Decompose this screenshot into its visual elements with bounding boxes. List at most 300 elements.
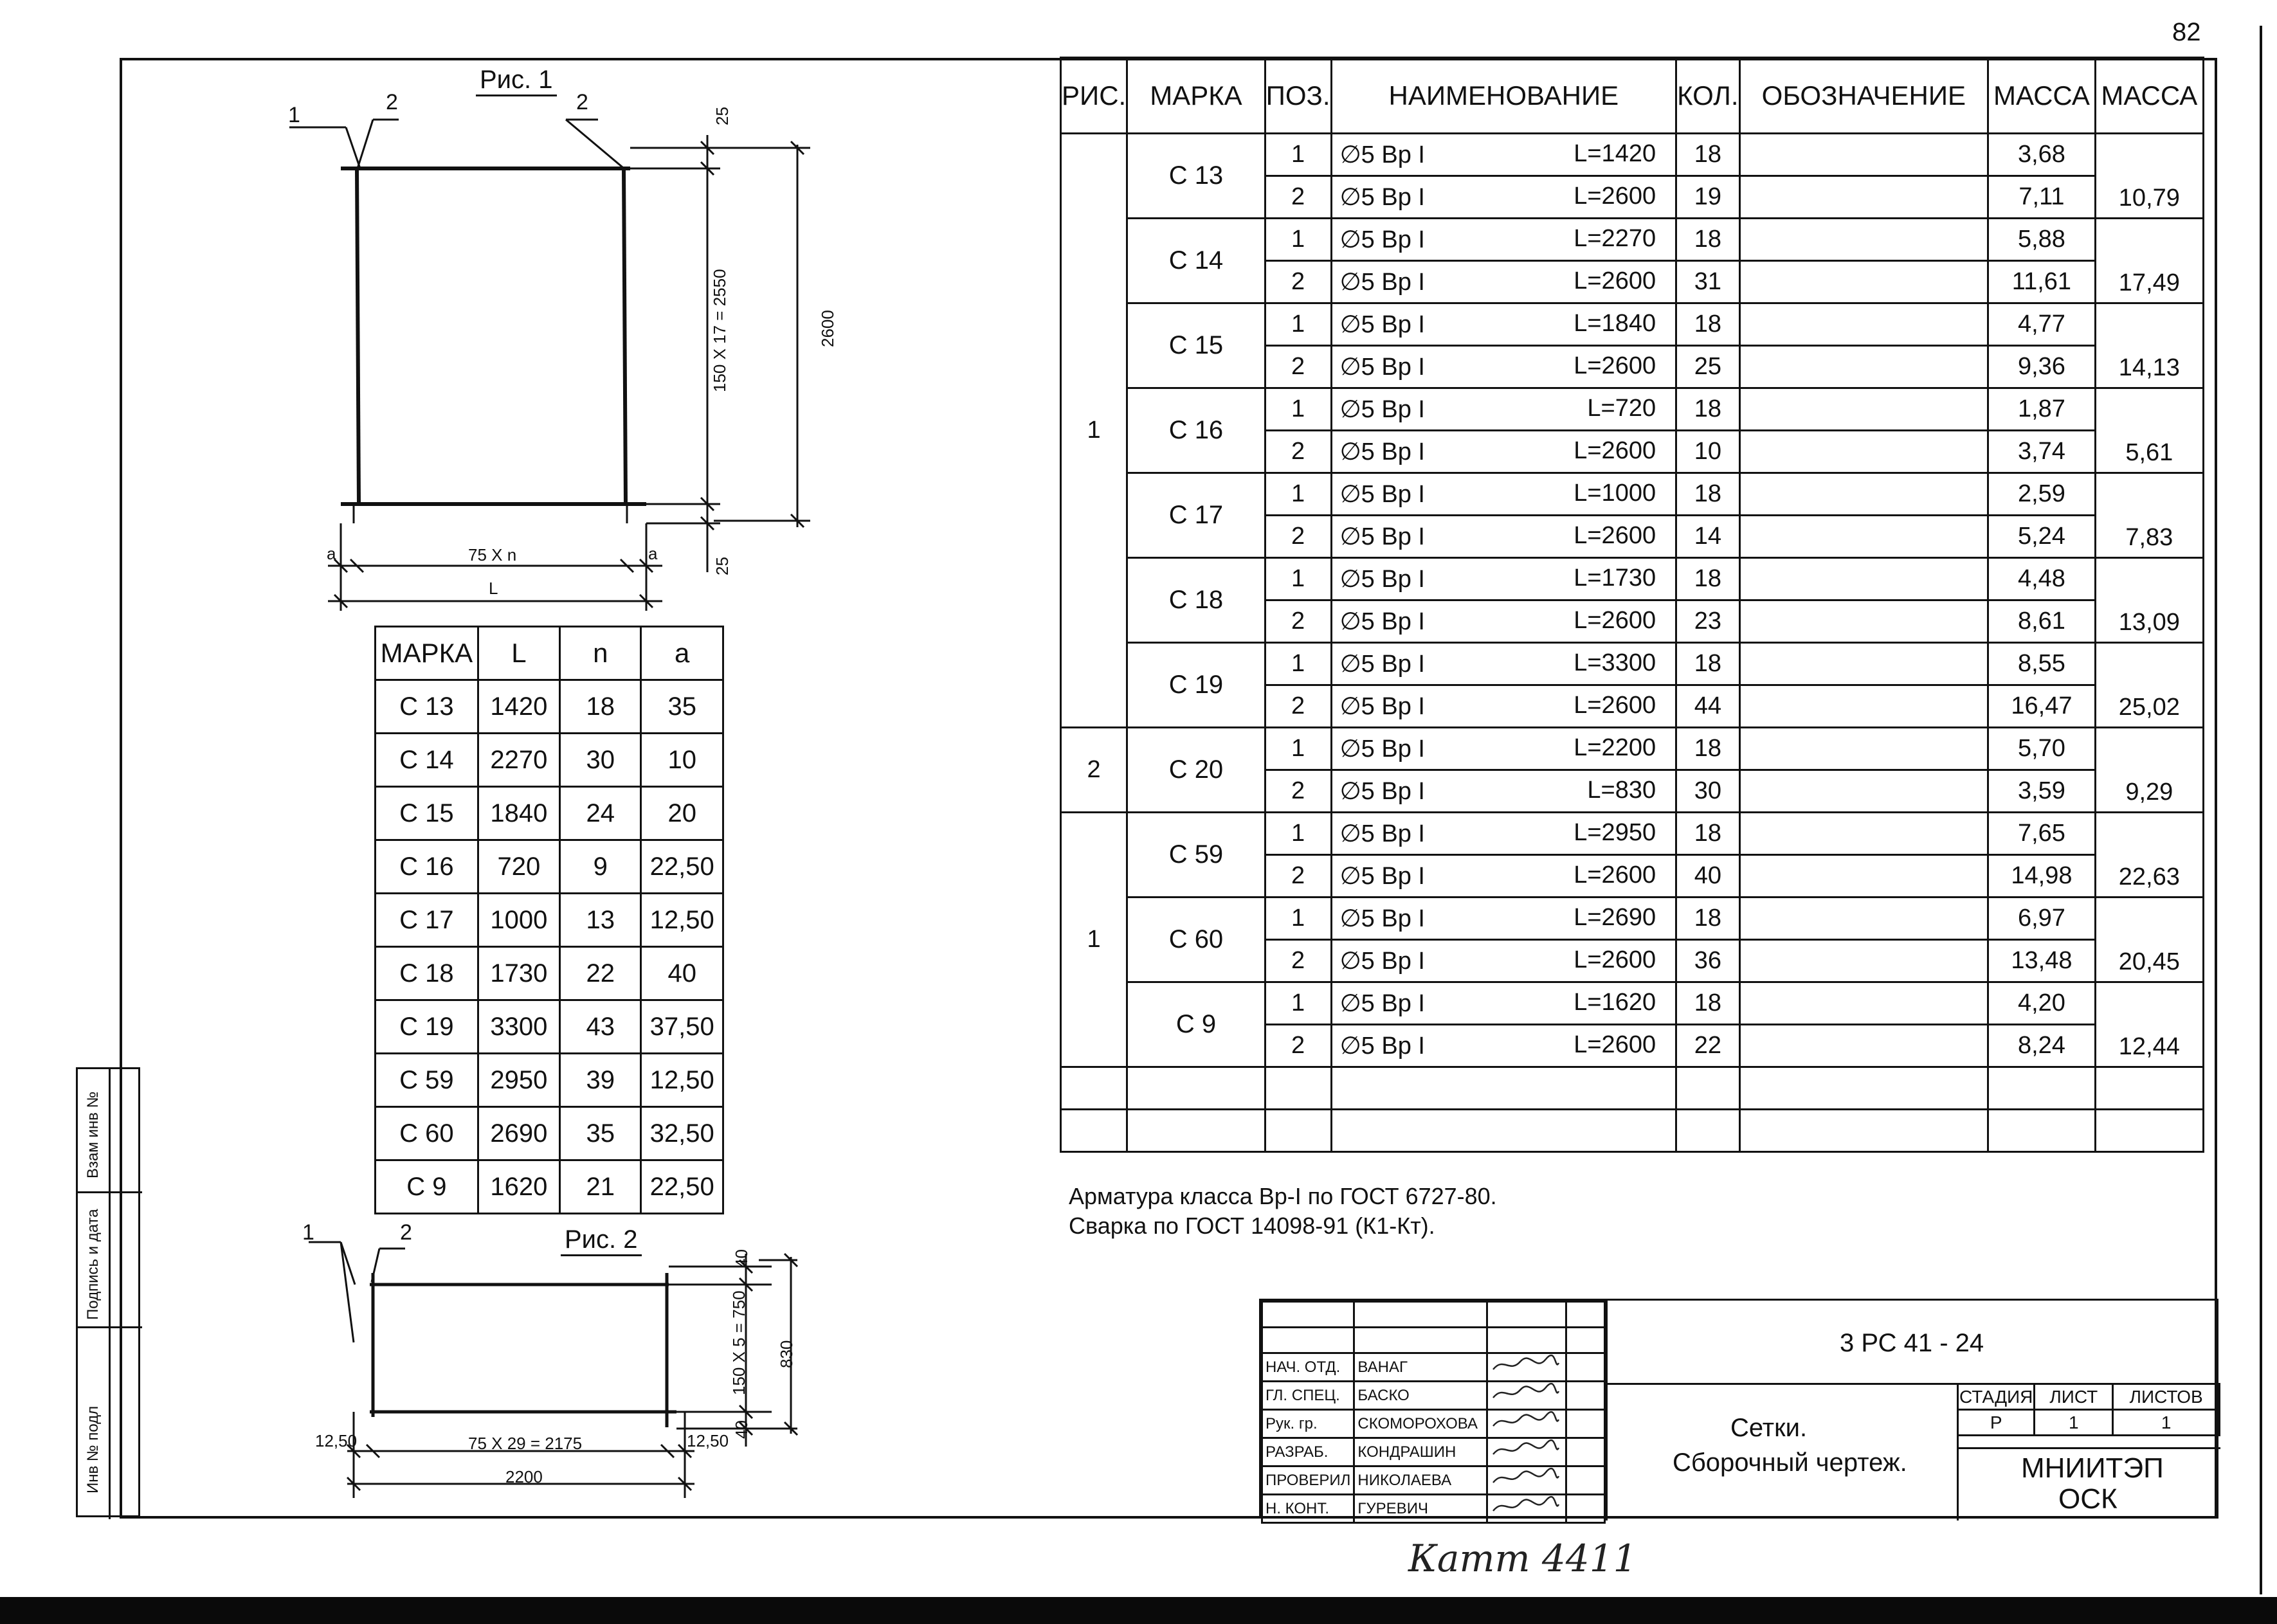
bar-spec: ∅5 Вр I — [1339, 141, 1425, 168]
stage-value: Р — [1958, 1410, 2035, 1436]
designation-cell — [1739, 134, 1988, 176]
mass-cell: 3,74 — [1988, 431, 2095, 473]
parameter-cell: 39 — [560, 1054, 641, 1107]
mass-cell: 1,87 — [1988, 388, 2095, 431]
col-name: НАИМЕНОВАНИЕ — [1331, 58, 1676, 134]
name-cell — [1331, 516, 1676, 558]
bar-length: L=2600 — [1574, 183, 1656, 210]
role-cell: РАЗРАБ. — [1262, 1438, 1354, 1466]
signature-row — [1262, 1495, 1605, 1523]
parameter-cell: 720 — [478, 840, 559, 894]
mass-cell: 4,20 — [1988, 982, 2095, 1025]
parameter-row — [376, 734, 723, 787]
bar-length: L=1620 — [1574, 989, 1656, 1016]
qty-cell: 18 — [1676, 219, 1739, 261]
side-label-replace: Взам инв № — [84, 1091, 102, 1178]
pos-cell: 2 — [1265, 516, 1331, 558]
parameter-cell: 22,50 — [641, 1160, 723, 1214]
fig2-dim-top: 40 — [732, 1249, 751, 1268]
mass-cell: 7,65 — [1988, 813, 2095, 855]
person-name-cell: СКОМОРОХОВА — [1354, 1410, 1487, 1438]
designation-cell — [1739, 219, 1988, 261]
name-cell — [1331, 431, 1676, 473]
spec-row — [1061, 219, 2204, 261]
parameter-cell: 12,50 — [641, 894, 723, 947]
qty-cell: 10 — [1676, 431, 1739, 473]
specification-table — [1060, 57, 2204, 1153]
parameter-cell: С 13 — [376, 680, 478, 734]
marka-cell: С 18 — [1127, 558, 1265, 643]
designation-cell — [1739, 431, 1988, 473]
bar-length: L=1420 — [1574, 140, 1656, 167]
qty-cell: 18 — [1676, 643, 1739, 685]
parameter-cell: С 18 — [376, 947, 478, 1000]
empty-cell — [1354, 1328, 1487, 1353]
designation-cell — [1739, 855, 1988, 898]
qty-cell: 30 — [1676, 770, 1739, 813]
mass-cell: 9,36 — [1988, 346, 2095, 388]
spec-empty-row — [1061, 1110, 2204, 1152]
qty-cell: 18 — [1676, 473, 1739, 516]
name-cell — [1331, 600, 1676, 643]
mass-cell: 2,59 — [1988, 473, 2095, 516]
note-reinforcement: Арматура класса Вр-I по ГОСТ 6727-80. — [1069, 1183, 1497, 1209]
empty-cell — [1739, 1110, 1988, 1152]
spec-empty-row — [1061, 1067, 2204, 1110]
mass-total-cell: 13,09 — [2095, 558, 2203, 643]
designation-cell — [1739, 982, 1988, 1025]
pos-cell: 1 — [1265, 558, 1331, 600]
side-label-inventory: Инв № подл — [84, 1405, 102, 1493]
qty-cell: 18 — [1676, 728, 1739, 770]
signature-empty-row — [1262, 1328, 1605, 1353]
designation-cell — [1739, 516, 1988, 558]
parameter-row — [376, 947, 723, 1000]
signatures-table — [1261, 1301, 1606, 1524]
qty-cell: 18 — [1676, 813, 1739, 855]
empty-cell — [1265, 1067, 1331, 1110]
marka-cell: С 9 — [1127, 982, 1265, 1067]
parameter-cell: 13 — [560, 894, 641, 947]
bar-length: L=1000 — [1574, 480, 1656, 507]
role-cell: ПРОВЕРИЛ — [1262, 1466, 1354, 1495]
qty-cell: 18 — [1676, 303, 1739, 346]
empty-cell — [1127, 1110, 1265, 1152]
name-cell — [1331, 940, 1676, 982]
bar-spec: ∅5 Вр I — [1339, 523, 1425, 550]
spec-row — [1061, 303, 2204, 346]
empty-cell — [1676, 1067, 1739, 1110]
designation-cell — [1739, 558, 1988, 600]
title-line-2: Сборочный чертеж. — [1673, 1448, 1907, 1477]
bar-length: L=2600 — [1574, 522, 1656, 549]
pos-cell: 1 — [1265, 219, 1331, 261]
mass-total-cell: 7,83 — [2095, 473, 2203, 558]
signature-cell — [1487, 1382, 1566, 1410]
bar-length: L=2200 — [1574, 734, 1656, 761]
empty-cell — [1265, 1110, 1331, 1152]
parameter-cell: 32,50 — [641, 1107, 723, 1160]
bar-length: L=1840 — [1574, 310, 1656, 337]
designation-cell — [1739, 813, 1988, 855]
bar-spec: ∅5 Вр I — [1339, 269, 1425, 296]
fig2-callout-1: 1 — [302, 1220, 314, 1245]
fig2-dim-right: 12,50 — [687, 1431, 729, 1450]
parameter-cell: 12,50 — [641, 1054, 723, 1107]
fig2-title: Рис. 2 — [561, 1225, 642, 1256]
designation-cell — [1739, 473, 1988, 516]
pos-cell: 2 — [1265, 431, 1331, 473]
ris-cell: 1 — [1061, 134, 1127, 728]
date-cell — [1566, 1410, 1604, 1438]
parameter-cell: С 15 — [376, 787, 478, 840]
parameter-cell: 3300 — [478, 1000, 559, 1054]
bar-length: L=2600 — [1574, 692, 1656, 719]
empty-cell — [1127, 1067, 1265, 1110]
empty-cell — [2095, 1110, 2203, 1152]
pos-cell: 1 — [1265, 813, 1331, 855]
sheet-value: 1 — [2035, 1410, 2113, 1436]
mass-cell: 8,55 — [1988, 643, 2095, 685]
pos-cell: 2 — [1265, 770, 1331, 813]
handwritten-note: Катт 4411 — [1408, 1537, 1637, 1580]
name-cell — [1331, 346, 1676, 388]
date-cell — [1566, 1438, 1604, 1466]
stage-header: СТАДИЯ — [1958, 1384, 2035, 1410]
bar-length: L=2600 — [1574, 352, 1656, 379]
parameter-cell: С 9 — [376, 1160, 478, 1214]
designation-cell — [1739, 346, 1988, 388]
ris-cell: 2 — [1061, 728, 1127, 813]
empty-cell — [1676, 1110, 1739, 1152]
empty-cell — [1566, 1302, 1604, 1328]
fig2-dim-total-height: 830 — [777, 1340, 796, 1368]
col-qty: КОЛ. — [1676, 58, 1739, 134]
fig1-dim-top: 25 — [712, 107, 732, 125]
pos-cell: 1 — [1265, 473, 1331, 516]
stage-table — [1957, 1383, 2220, 1436]
qty-cell: 36 — [1676, 940, 1739, 982]
bar-spec: ∅5 Вр I — [1339, 354, 1425, 381]
sheet-number: 82 — [2172, 18, 2201, 46]
parameter-row — [376, 1107, 723, 1160]
fig1-callout-1: 1 — [288, 103, 300, 127]
pos-cell: 1 — [1265, 303, 1331, 346]
mass-cell: 14,98 — [1988, 855, 2095, 898]
bar-spec: ∅5 Вр I — [1339, 778, 1425, 805]
signature-row — [1262, 1410, 1605, 1438]
mass-cell: 5,24 — [1988, 516, 2095, 558]
name-cell — [1331, 643, 1676, 685]
fig1-dim-bottom: 25 — [712, 557, 732, 575]
signature-row — [1262, 1353, 1605, 1382]
parameter-cell: 1730 — [478, 947, 559, 1000]
parameter-row — [376, 840, 723, 894]
bar-length: L=2600 — [1574, 1031, 1656, 1058]
pos-cell: 1 — [1265, 728, 1331, 770]
bar-length: L=2600 — [1574, 267, 1656, 294]
bar-length: L=2600 — [1574, 437, 1656, 464]
marka-cell: С 15 — [1127, 303, 1265, 388]
bar-spec: ∅5 Вр I — [1339, 608, 1425, 635]
name-cell — [1331, 685, 1676, 728]
name-cell — [1331, 134, 1676, 176]
title-line-1: Сетки. — [1730, 1414, 1808, 1442]
parameter-cell: 24 — [560, 787, 641, 840]
bottom-scan-bar — [0, 1597, 2277, 1624]
mass-total-cell: 20,45 — [2095, 898, 2203, 982]
spec-row — [1061, 813, 2204, 855]
empty-cell — [1988, 1067, 2095, 1110]
designation-cell — [1739, 728, 1988, 770]
bar-spec: ∅5 Вр I — [1339, 184, 1425, 211]
signature-cell — [1487, 1353, 1566, 1382]
pos-cell: 2 — [1265, 261, 1331, 303]
fig1-callout-2a: 2 — [386, 90, 398, 114]
spec-row — [1061, 134, 2204, 176]
note-welding: Сварка по ГОСТ 14098-91 (К1-Кт). — [1069, 1213, 1435, 1239]
empty-cell — [1262, 1328, 1354, 1353]
signature-cell — [1487, 1466, 1566, 1495]
signature-row — [1262, 1466, 1605, 1495]
bar-length: L=2690 — [1574, 904, 1656, 931]
org-line-1: МНИИТЭП — [2021, 1452, 2164, 1484]
doc-code: 3 РС 41 - 24 — [1840, 1329, 1984, 1357]
bar-length: L=1730 — [1574, 564, 1656, 591]
ris-cell: 1 — [1061, 813, 1127, 1067]
mass-cell: 6,97 — [1988, 898, 2095, 940]
bar-length: L=3300 — [1574, 649, 1656, 676]
designation-cell — [1739, 770, 1988, 813]
name-cell — [1331, 303, 1676, 346]
mass-cell: 5,88 — [1988, 219, 2095, 261]
spec-row — [1061, 558, 2204, 600]
title-block — [1259, 1299, 2218, 1519]
role-cell: Н. КОНТ. — [1262, 1495, 1354, 1523]
person-name-cell: КОНДРАШИН — [1354, 1438, 1487, 1466]
parameter-cell: 9 — [560, 840, 641, 894]
signature-scribble — [1491, 1439, 1561, 1461]
fig1-dim-length: L — [489, 579, 498, 598]
person-name-cell: ВАНАГ — [1354, 1353, 1487, 1382]
col-l: L — [478, 627, 559, 680]
empty-cell — [2095, 1067, 2203, 1110]
mass-total-cell: 25,02 — [2095, 643, 2203, 728]
empty-cell — [1988, 1110, 2095, 1152]
fig2-dim-left: 12,50 — [315, 1431, 358, 1450]
empty-cell — [1487, 1328, 1566, 1353]
name-cell — [1331, 855, 1676, 898]
person-name-cell: БАСКО — [1354, 1382, 1487, 1410]
role-cell: Рук. гр. — [1262, 1410, 1354, 1438]
pos-cell: 1 — [1265, 388, 1331, 431]
empty-cell — [1331, 1067, 1676, 1110]
mass-cell: 4,77 — [1988, 303, 2095, 346]
fig1-dim-a-right: a — [648, 544, 658, 563]
bar-spec: ∅5 Вр I — [1339, 735, 1425, 762]
bar-length: L=2600 — [1574, 862, 1656, 889]
designation-cell — [1739, 176, 1988, 219]
qty-cell: 18 — [1676, 558, 1739, 600]
spec-row — [1061, 643, 2204, 685]
qty-cell: 31 — [1676, 261, 1739, 303]
mass-total-cell: 10,79 — [2095, 134, 2203, 219]
col-a: a — [641, 627, 723, 680]
parameter-cell: 1840 — [478, 787, 559, 840]
parameter-cell: 2690 — [478, 1107, 559, 1160]
parameter-cell: 18 — [560, 680, 641, 734]
name-cell — [1331, 982, 1676, 1025]
parameter-cell: 2950 — [478, 1054, 559, 1107]
empty-cell — [1739, 1067, 1988, 1110]
marka-cell: С 13 — [1127, 134, 1265, 219]
marka-cell: С 59 — [1127, 813, 1265, 898]
bar-spec: ∅5 Вр I — [1339, 396, 1425, 423]
bar-spec: ∅5 Вр I — [1339, 481, 1425, 508]
qty-cell: 18 — [1676, 134, 1739, 176]
col-mass-total: МАССА — [2095, 58, 2203, 134]
mass-cell: 8,24 — [1988, 1025, 2095, 1067]
mass-cell: 4,48 — [1988, 558, 2095, 600]
marka-cell: С 14 — [1127, 219, 1265, 303]
empty-cell — [1354, 1302, 1487, 1328]
parameter-cell: 20 — [641, 787, 723, 840]
spec-row — [1061, 898, 2204, 940]
pos-cell: 2 — [1265, 940, 1331, 982]
col-mass-unit: МАССА — [1988, 58, 2095, 134]
fig1-dim-a-left: a — [327, 544, 336, 563]
fig1-drawing — [270, 96, 823, 624]
parameter-cell: С 19 — [376, 1000, 478, 1054]
col-designation: ОБОЗНАЧЕНИЕ — [1739, 58, 1988, 134]
notes — [1069, 1182, 1497, 1241]
empty-cell — [1331, 1110, 1676, 1152]
name-cell — [1331, 558, 1676, 600]
fig1-dim-span: 75 X n — [468, 545, 517, 564]
parameter-cell: С 60 — [376, 1107, 478, 1160]
designation-cell — [1739, 261, 1988, 303]
parameter-cell: 35 — [641, 680, 723, 734]
signature-scribble — [1491, 1467, 1561, 1489]
bar-spec: ∅5 Вр I — [1339, 651, 1425, 678]
mass-total-cell: 9,29 — [2095, 728, 2203, 813]
designation-cell — [1739, 303, 1988, 346]
parameter-cell: С 16 — [376, 840, 478, 894]
mass-total-cell: 14,13 — [2095, 303, 2203, 388]
qty-cell: 18 — [1676, 898, 1739, 940]
designation-cell — [1739, 600, 1988, 643]
parameter-cell: 1000 — [478, 894, 559, 947]
marka-cell: С 60 — [1127, 898, 1265, 982]
signature-row — [1262, 1438, 1605, 1466]
spec-row — [1061, 982, 2204, 1025]
parameter-row — [376, 680, 723, 734]
empty-cell — [1566, 1328, 1604, 1353]
name-cell — [1331, 176, 1676, 219]
name-cell — [1331, 219, 1676, 261]
col-ris: РИС. — [1061, 58, 1127, 134]
date-cell — [1566, 1353, 1604, 1382]
mass-cell: 13,48 — [1988, 940, 2095, 982]
signature-scribble — [1491, 1382, 1561, 1404]
qty-cell: 44 — [1676, 685, 1739, 728]
bar-spec: ∅5 Вр I — [1339, 566, 1425, 593]
parameter-cell: 37,50 — [641, 1000, 723, 1054]
parameter-cell: 1420 — [478, 680, 559, 734]
designation-cell — [1739, 1025, 1988, 1067]
spec-row — [1061, 473, 2204, 516]
parameter-cell: 2270 — [478, 734, 559, 787]
signature-cell — [1487, 1495, 1566, 1523]
bar-spec: ∅5 Вр I — [1339, 905, 1425, 932]
bar-spec: ∅5 Вр I — [1339, 226, 1425, 253]
bar-length: L=2600 — [1574, 607, 1656, 634]
mass-cell: 16,47 — [1988, 685, 2095, 728]
parameter-cell: 22,50 — [641, 840, 723, 894]
parameter-cell: С 59 — [376, 1054, 478, 1107]
designation-cell — [1739, 643, 1988, 685]
bar-length: L=2600 — [1574, 946, 1656, 973]
parameter-row — [376, 787, 723, 840]
empty-cell — [1487, 1302, 1566, 1328]
mesh-parameters-table — [374, 626, 724, 1214]
sheets-header: ЛИСТОВ — [2113, 1384, 2220, 1410]
fig1-dim-total-height: 2600 — [818, 310, 837, 347]
empty-cell — [1061, 1067, 1127, 1110]
qty-cell: 18 — [1676, 982, 1739, 1025]
designation-cell — [1739, 685, 1988, 728]
marka-cell: С 17 — [1127, 473, 1265, 558]
empty-cell — [1061, 1110, 1127, 1152]
name-cell — [1331, 770, 1676, 813]
pos-cell: 1 — [1265, 898, 1331, 940]
signature-cell — [1487, 1438, 1566, 1466]
spec-row — [1061, 388, 2204, 431]
pos-cell: 2 — [1265, 855, 1331, 898]
signature-cell — [1487, 1410, 1566, 1438]
parameter-cell: 35 — [560, 1107, 641, 1160]
bar-spec: ∅5 Вр I — [1339, 863, 1425, 890]
parameter-cell: С 17 — [376, 894, 478, 947]
name-cell — [1331, 898, 1676, 940]
name-cell — [1331, 728, 1676, 770]
bar-length: L=830 — [1587, 777, 1656, 804]
spec-row — [1061, 728, 2204, 770]
bar-spec: ∅5 Вр I — [1339, 311, 1425, 338]
side-stamp-column — [76, 1067, 140, 1517]
signature-row — [1262, 1382, 1605, 1410]
signature-scribble — [1491, 1495, 1561, 1517]
mass-cell: 7,11 — [1988, 176, 2095, 219]
parameter-row — [376, 1000, 723, 1054]
mass-total-cell: 17,49 — [2095, 219, 2203, 303]
signature-scribble — [1491, 1354, 1561, 1376]
fig2-dim-length: 2200 — [505, 1467, 543, 1486]
fig2-dim-span: 75 X 29 = 2175 — [468, 1434, 583, 1453]
parameter-cell: 22 — [560, 947, 641, 1000]
mass-cell: 5,70 — [1988, 728, 2095, 770]
bar-spec: ∅5 Вр I — [1339, 948, 1425, 975]
qty-cell: 14 — [1676, 516, 1739, 558]
fig1-title: Рис. 1 — [476, 66, 557, 96]
frame-right-edge — [2260, 26, 2262, 1594]
parameter-cell: 1620 — [478, 1160, 559, 1214]
col-n: n — [560, 627, 641, 680]
qty-cell: 18 — [1676, 388, 1739, 431]
bar-spec: ∅5 Вр I — [1339, 820, 1425, 847]
designation-cell — [1739, 940, 1988, 982]
date-cell — [1566, 1382, 1604, 1410]
